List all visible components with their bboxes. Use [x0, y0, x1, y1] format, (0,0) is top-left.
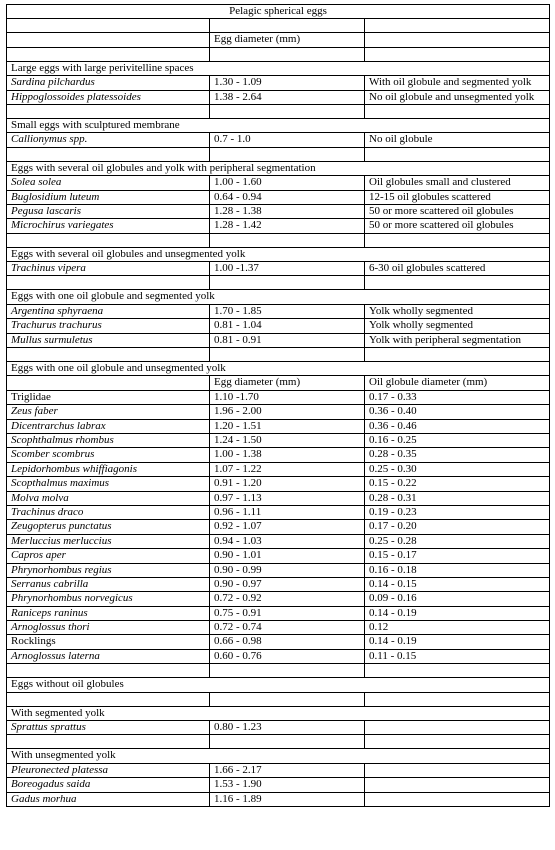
species-cell: Scophthalmus rhombus	[7, 433, 210, 447]
table-row	[7, 176, 550, 190]
diameter-cell: 1.96 - 2.00	[210, 405, 365, 419]
table-row	[7, 76, 550, 90]
diameter-cell: 1.53 - 1.90	[210, 778, 365, 792]
table-row	[7, 563, 550, 577]
group-heading-row	[7, 362, 550, 376]
note-cell: 0.17 - 0.33	[365, 390, 550, 404]
table-row	[7, 649, 550, 663]
note-cell: 0.16 - 0.18	[365, 563, 550, 577]
table-row	[7, 405, 550, 419]
table-title: Pelagic spherical eggs	[7, 5, 550, 19]
table-row	[7, 792, 550, 806]
diameter-cell: 0.80 - 1.23	[210, 721, 365, 735]
note-cell: 0.36 - 0.40	[365, 405, 550, 419]
group-heading-row	[7, 749, 550, 763]
egg-diameter-header: Egg diameter (mm)	[210, 33, 365, 47]
diameter-cell: 1.38 - 2.64	[210, 90, 365, 104]
species-cell: Sprattus sprattus	[7, 721, 210, 735]
egg-table-document	[6, 4, 549, 807]
spacer-row	[7, 104, 550, 118]
table-body	[7, 5, 550, 807]
note-cell	[365, 763, 550, 777]
diameter-cell: 0.97 - 1.13	[210, 491, 365, 505]
diameter-cell: 0.81 - 1.04	[210, 319, 365, 333]
diameter-cell: 1.66 - 2.17	[210, 763, 365, 777]
group-heading: With segmented yolk	[7, 706, 550, 720]
group-heading: With unsegmented yolk	[7, 749, 550, 763]
table-row	[7, 390, 550, 404]
species-cell: Trachinus draco	[7, 505, 210, 519]
group-heading: Eggs with several oil globules and unsegmented yolk	[7, 247, 550, 261]
note-cell: Oil globules small and clustered	[365, 176, 550, 190]
species-cell: Trachinus vipera	[7, 262, 210, 276]
diameter-cell: 1.00 - 1.60	[210, 176, 365, 190]
note-cell: 0.28 - 0.35	[365, 448, 550, 462]
note-cell: 0.09 - 0.16	[365, 592, 550, 606]
spacer-row	[7, 735, 550, 749]
table-row	[7, 635, 550, 649]
species-cell: Gadus morhua	[7, 792, 210, 806]
group-heading: Large eggs with large perivitelline spaces	[7, 61, 550, 75]
note-cell: 0.25 - 0.30	[365, 462, 550, 476]
table-row	[7, 549, 550, 563]
diameter-cell: 1.20 - 1.51	[210, 419, 365, 433]
note-cell: 0.19 - 0.23	[365, 505, 550, 519]
diameter-cell: 0.72 - 0.92	[210, 592, 365, 606]
species-cell: Dicentrarchus labrax	[7, 419, 210, 433]
diameter-cell: 1.30 - 1.09	[210, 76, 365, 90]
note-cell: Yolk wholly segmented	[365, 304, 550, 318]
group-heading-row	[7, 678, 550, 692]
diameter-cell: 0.96 - 1.11	[210, 505, 365, 519]
species-cell: Sardina pilchardus	[7, 76, 210, 90]
table-row	[7, 133, 550, 147]
note-cell: No oil globule and unsegmented yolk	[365, 90, 550, 104]
diameter-cell: 0.92 - 1.07	[210, 520, 365, 534]
species-cell: Molva molva	[7, 491, 210, 505]
table-row	[7, 721, 550, 735]
table-row	[7, 763, 550, 777]
table-row	[7, 606, 550, 620]
species-cell: Phrynorhombus regius	[7, 563, 210, 577]
species-cell: Arnoglossus thori	[7, 621, 210, 635]
table-row	[7, 419, 550, 433]
table-row	[7, 190, 550, 204]
diameter-cell: 0.81 - 0.91	[210, 333, 365, 347]
group-heading-row	[7, 706, 550, 720]
note-cell: No oil globule	[365, 133, 550, 147]
note-cell: 0.11 - 0.15	[365, 649, 550, 663]
species-cell: Serranus cabrilla	[7, 577, 210, 591]
diameter-cell: 0.66 - 0.98	[210, 635, 365, 649]
species-cell: Scopthalmus maximus	[7, 477, 210, 491]
note-cell: 0.16 - 0.25	[365, 433, 550, 447]
diameter-cell: 0.7 - 1.0	[210, 133, 365, 147]
table-row	[7, 333, 550, 347]
diameter-cell: 1.16 - 1.89	[210, 792, 365, 806]
table-row	[7, 778, 550, 792]
table-row	[7, 304, 550, 318]
species-cell: Microchirus variegates	[7, 219, 210, 233]
group-heading-row	[7, 247, 550, 261]
table-row	[7, 462, 550, 476]
table-row	[7, 534, 550, 548]
spacer-row	[7, 47, 550, 61]
species-cell: Trachurus trachurus	[7, 319, 210, 333]
group-heading: Eggs with several oil globules and yolk with peripheral segmentation	[7, 161, 550, 175]
note-cell: Yolk wholly segmented	[365, 319, 550, 333]
diameter-cell: 0.60 - 0.76	[210, 649, 365, 663]
diameter-cell: 1.24 - 1.50	[210, 433, 365, 447]
diameter-cell: 1.28 - 1.42	[210, 219, 365, 233]
note-cell: 0.14 - 0.19	[365, 606, 550, 620]
note-cell: With oil globule and segmented yolk	[365, 76, 550, 90]
species-cell: Phrynorhombus norvegicus	[7, 592, 210, 606]
spacer-row	[7, 276, 550, 290]
diameter-cell: 0.91 - 1.20	[210, 477, 365, 491]
group-heading: Eggs with one oil globule and unsegmented yolk	[7, 362, 550, 376]
species-cell: Lepidorhombus whiffiagonis	[7, 462, 210, 476]
note-cell: 0.12	[365, 621, 550, 635]
note-cell: 0.28 - 0.31	[365, 491, 550, 505]
diameter-cell: 1.00 - 1.38	[210, 448, 365, 462]
group-heading-row	[7, 118, 550, 132]
table-row	[7, 204, 550, 218]
species-cell: Pleuronected platessa	[7, 763, 210, 777]
table-row	[7, 505, 550, 519]
table-row	[7, 319, 550, 333]
species-cell: Merluccius merluccius	[7, 534, 210, 548]
diameter-cell: 0.90 - 1.01	[210, 549, 365, 563]
spacer-row	[7, 664, 550, 678]
group-heading-row	[7, 290, 550, 304]
spacer-row	[7, 348, 550, 362]
note-cell: 0.36 - 0.46	[365, 419, 550, 433]
note-cell: 0.15 - 0.22	[365, 477, 550, 491]
diameter-cell: 0.72 - 0.74	[210, 621, 365, 635]
table-row	[7, 262, 550, 276]
note-cell: 12-15 oil globules scattered	[365, 190, 550, 204]
pelagic-eggs-table	[6, 4, 550, 807]
note-cell: 6-30 oil globules scattered	[365, 262, 550, 276]
table-row	[7, 491, 550, 505]
diameter-cell: 0.75 - 0.91	[210, 606, 365, 620]
diameter-cell: 0.94 - 1.03	[210, 534, 365, 548]
species-cell: Hippoglossoides platessoides	[7, 90, 210, 104]
species-cell: Triglidae	[7, 390, 210, 404]
diameter-cell: 1.07 - 1.22	[210, 462, 365, 476]
note-cell: 0.14 - 0.15	[365, 577, 550, 591]
group-heading: Small eggs with sculptured membrane	[7, 118, 550, 132]
spacer-row	[7, 19, 550, 33]
species-cell: Scomber scombrus	[7, 448, 210, 462]
diameter-cell: 0.90 - 0.99	[210, 563, 365, 577]
diameter-cell: 1.70 - 1.85	[210, 304, 365, 318]
table-row	[7, 621, 550, 635]
note-cell: 0.25 - 0.28	[365, 534, 550, 548]
species-cell: Zeus faber	[7, 405, 210, 419]
species-cell: Boreogadus saida	[7, 778, 210, 792]
spacer-row	[7, 233, 550, 247]
note-cell: 50 or more scattered oil globules	[365, 204, 550, 218]
group-heading-row	[7, 61, 550, 75]
table-row	[7, 433, 550, 447]
table-row	[7, 477, 550, 491]
table-row	[7, 577, 550, 591]
table-row	[7, 520, 550, 534]
species-cell: Buglosidium luteum	[7, 190, 210, 204]
species-cell: Zeugopterus punctatus	[7, 520, 210, 534]
species-cell: Argentina sphyraena	[7, 304, 210, 318]
species-cell: Capros aper	[7, 549, 210, 563]
table-row	[7, 90, 550, 104]
note-cell: 0.15 - 0.17	[365, 549, 550, 563]
species-cell: Solea solea	[7, 176, 210, 190]
note-cell	[365, 721, 550, 735]
group-heading-row	[7, 161, 550, 175]
title-row	[7, 5, 550, 19]
note-cell	[365, 792, 550, 806]
diameter-cell: 1.28 - 1.38	[210, 204, 365, 218]
species-cell: Callionymus spp.	[7, 133, 210, 147]
group-heading: Eggs without oil globules	[7, 678, 550, 692]
egg-diameter-subheader: Egg diameter (mm)	[210, 376, 365, 390]
oil-diameter-subheader: Oil globule diameter (mm)	[365, 376, 550, 390]
species-cell: Mullus surmuletus	[7, 333, 210, 347]
note-cell: 0.17 - 0.20	[365, 520, 550, 534]
species-cell: Raniceps raninus	[7, 606, 210, 620]
note-cell	[365, 778, 550, 792]
table-row	[7, 219, 550, 233]
group-heading: Eggs with one oil globule and segmented yolk	[7, 290, 550, 304]
spacer-row	[7, 147, 550, 161]
column-header-row	[7, 33, 550, 47]
note-cell: 50 or more scattered oil globules	[365, 219, 550, 233]
table-row	[7, 592, 550, 606]
diameter-cell: 1.00 -1.37	[210, 262, 365, 276]
diameter-cell: 0.64 - 0.94	[210, 190, 365, 204]
subheader-row	[7, 376, 550, 390]
species-cell: Pegusa lascaris	[7, 204, 210, 218]
diameter-cell: 0.90 - 0.97	[210, 577, 365, 591]
note-cell: Yolk with peripheral segmentation	[365, 333, 550, 347]
species-cell: Arnoglossus laterna	[7, 649, 210, 663]
note-cell: 0.14 - 0.19	[365, 635, 550, 649]
table-row	[7, 448, 550, 462]
spacer-row	[7, 692, 550, 706]
species-cell: Rocklings	[7, 635, 210, 649]
diameter-cell: 1.10 -1.70	[210, 390, 365, 404]
